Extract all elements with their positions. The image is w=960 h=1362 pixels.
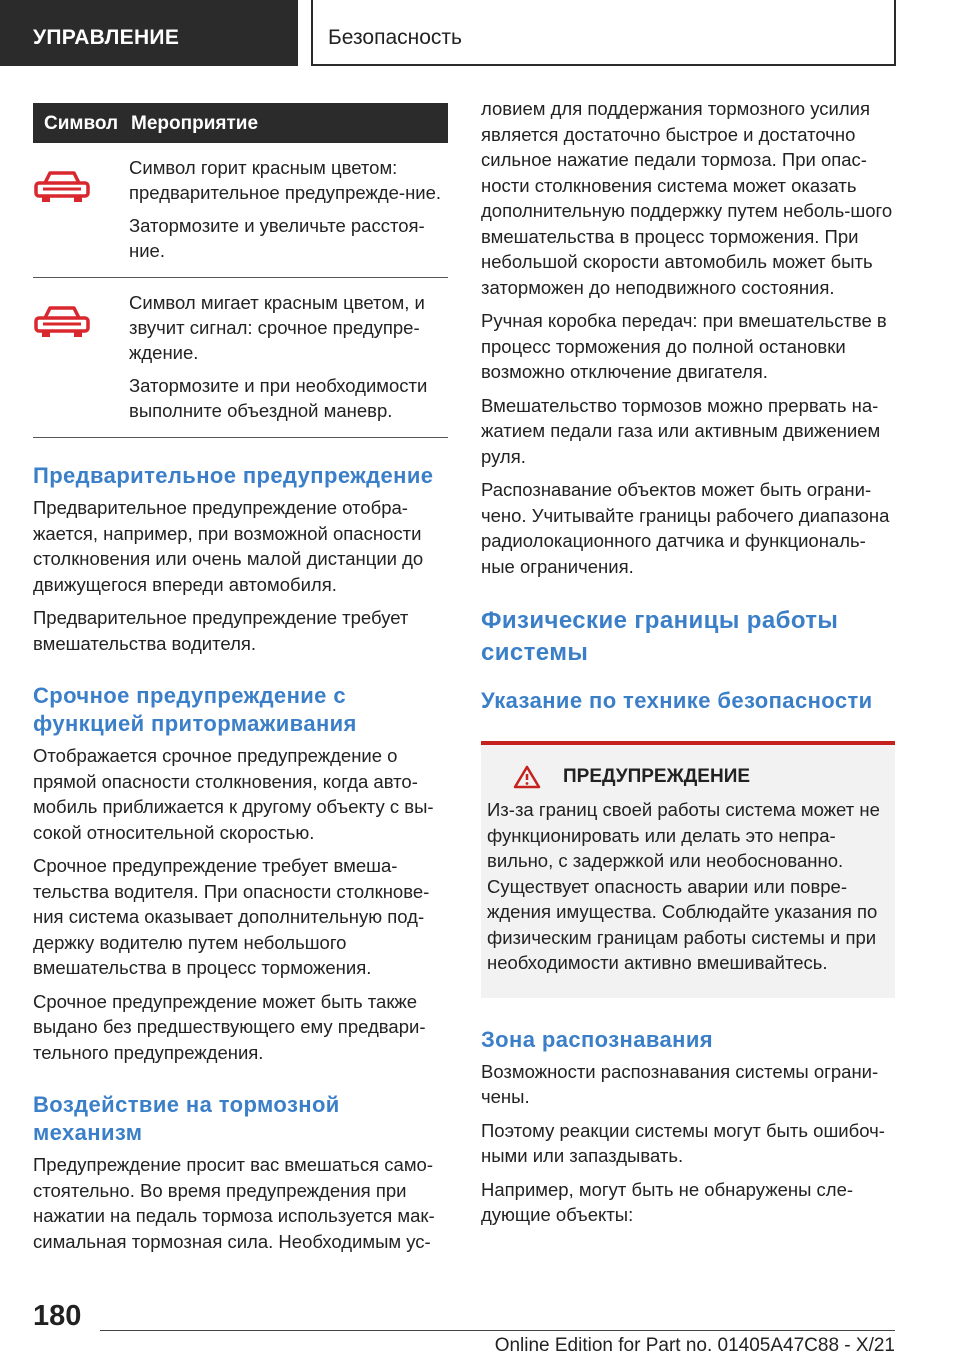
car-icon	[33, 304, 91, 340]
warning-box	[481, 741, 895, 998]
paragraph: Вмешательство тормозов можно прервать на-жатием педали газа или активным движением руля.	[481, 394, 881, 467]
heading-brake-intervention: Воздействие на тормозной механизм	[33, 1092, 340, 1145]
right-column	[481, 96, 895, 1228]
paragraph: Предупреждение просит вас вмешаться само-стоятельно. Во время предупреждения при нажатии на педаль тормоза используется мак-симальная тормозная сила. Необходимым ус-	[33, 1154, 435, 1252]
row2-text1: Символ мигает красным цветом, и звучит сигнал: срочное предупре-ждение.	[129, 292, 425, 363]
table-row	[33, 278, 448, 438]
heading-safety-note: Указание по технике безопасности	[481, 688, 873, 713]
paragraph: ловием для поддержания тормозного усилия является достаточно быстрое и достаточно сильное нажатие педали тормоза. При опас-ности столкновения система может оказать дополнительную поддержку путем неболь-шого вмешательства в процесс торможения. При небольшой скорости автомобиль может быть заторможен до неподвижного состояния.	[481, 98, 893, 298]
warning-text: Из-за границ своей работы система может не функционировать или делать это непра-вильно, с задержкой или необоснованно. Существует опасность аварии или повре-ждения имущества. Соблюдайте указания по физическим границам работы системы и при необходимости активно вмешивайтесь.	[487, 799, 880, 973]
edition-note: Online Edition for Part no. 01405A47C88 - X/21	[494, 1335, 895, 1356]
table-row	[33, 143, 448, 278]
heading-system-limits: Физические границы работы системы	[481, 607, 839, 666]
paragraph: Отображается срочное предупреждение о прямой опасности столкновения, когда авто-мобиль приближается к другому объекту с вы-сокой относительной скоростью.	[33, 745, 434, 843]
heading-detection-zone: Зона распознавания	[481, 1026, 713, 1052]
paragraph: Срочное предупреждение требует вмеша-тельства водителя. При опасности столкнове-ния система оказывает дополнительную под-держку водителю путем небольшого вмешательства в процесс торможения.	[33, 855, 430, 978]
heading-prewarning: Предварительное предупреждение	[33, 463, 434, 488]
paragraph: Например, могут быть не обнаружены сле-дующие объекты:	[481, 1178, 854, 1225]
row1-text1: Символ горит красным цветом: предварительное предупрежде-ние.	[129, 157, 442, 203]
left-column	[33, 103, 448, 1254]
warning-label: ПРЕДУПРЕЖДЕНИЕ	[563, 766, 751, 787]
warning-title	[487, 765, 895, 789]
section-title: УПРАВЛЕНИЕ	[0, 0, 298, 66]
paragraph: Предварительное предупреждение отобра-жается, например, при возможной опасности столкновения или очень малой дистанции до движущегося впереди автомобиля.	[33, 497, 424, 595]
table-header	[33, 103, 448, 143]
heading-acute-warning: Срочное предупреждение с функцией притормаживания	[33, 683, 357, 736]
paragraph: Срочное предупреждение может быть также выдано без предшествующего ему предвари-тельного предупреждения.	[33, 990, 426, 1063]
paragraph: Предварительное предупреждение требует вмешательства водителя.	[33, 607, 409, 654]
col-action-header: Мероприятие	[131, 113, 259, 134]
paragraph: Распознавание объектов может быть ограни-чено. Учитывайте границы рабочего диапазона радиолокационного датчика и функциональ-ные ограничения.	[481, 479, 890, 577]
paragraph: Поэтому реакции системы могут быть ошибоч-ными или запаздывать.	[481, 1119, 885, 1166]
row1-text2: Затормозите и увеличьте расстоя-ние.	[129, 215, 425, 261]
page-header	[0, 0, 960, 66]
page-number: 180	[33, 1300, 82, 1332]
paragraph: Возможности распознавания системы ограни-чены.	[481, 1060, 879, 1107]
row2-text2: Затормозите и при необходимости выполните объездной маневр.	[129, 375, 428, 421]
paragraph: Ручная коробка передач: при вмешательстве в процесс торможения до полной остановки возможно отключение двигателя.	[481, 310, 887, 382]
symbol-table	[33, 103, 448, 438]
warning-triangle-icon	[513, 765, 541, 789]
col-symbol-header: Символ	[44, 113, 119, 134]
car-icon	[33, 169, 91, 205]
chapter-title: Безопасность	[311, 0, 896, 66]
footer-divider	[100, 1330, 895, 1331]
